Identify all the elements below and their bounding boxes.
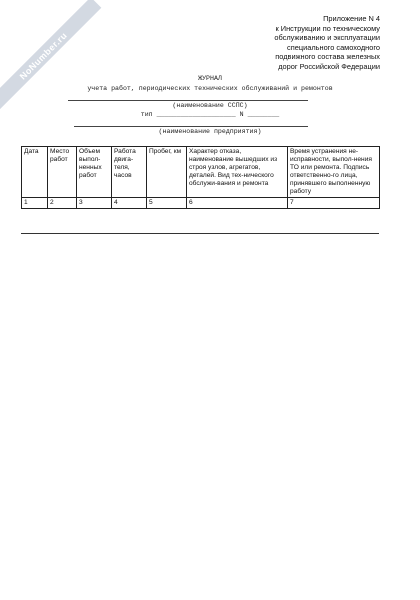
enterprise-caption: (наименование предприятия)	[158, 128, 262, 135]
footnote-rule	[21, 233, 379, 234]
enterprise-name-line	[74, 126, 308, 127]
type-number-line: тип ____________________ N ________	[140, 111, 280, 118]
journal-table	[21, 146, 380, 209]
sspc-caption: (наименование ССПС)	[172, 102, 248, 109]
watermark-text: NoNumber.ru	[17, 29, 69, 82]
appendix-header	[220, 14, 380, 72]
appendix-line: обслуживанию и эксплуатации	[274, 33, 380, 43]
header-cell: Время устранения не-исправности, выпол-нения ТО или ремонта. Подпись ответственно-го лица, принявшего выполненную работу	[288, 147, 380, 198]
header-cell: Характер отказа, наименование вышедших из строя узлов, агрегатов, деталей. Вид тех-нического обслужи-вания и ремонта	[187, 147, 288, 198]
appendix-line: к Инструкции по техническому	[275, 23, 380, 33]
column-number-cell: 1	[22, 198, 48, 209]
appendix-line: специального самоходного	[287, 42, 380, 52]
header-cell: Объем выпол-ненных работ	[77, 147, 112, 198]
column-number-row	[22, 198, 380, 209]
journal-subtitle: учета работ, периодических технических обслуживаний и ремонтов	[87, 85, 333, 92]
watermark-ribbon	[0, 0, 101, 114]
column-number-cell: 4	[112, 198, 147, 209]
appendix-line: подвижного состава железных	[275, 52, 380, 62]
column-number-cell: 5	[147, 198, 187, 209]
header-cell: Место работ	[48, 147, 77, 198]
column-number-cell: 7	[288, 198, 380, 209]
header-cell: Работа двига-теля, часов	[112, 147, 147, 198]
table-header-row	[22, 147, 380, 198]
journal-title: ЖУРНАЛ	[198, 75, 222, 82]
sspc-name-line	[68, 100, 308, 101]
header-cell: Пробег, км	[147, 147, 187, 198]
header-cell: Дата	[22, 147, 48, 198]
column-number-cell: 2	[48, 198, 77, 209]
column-number-cell: 3	[77, 198, 112, 209]
appendix-line: дорог Российской Федерации	[278, 61, 380, 71]
appendix-line: Приложение N 4	[323, 14, 380, 23]
column-number-cell: 6	[187, 198, 288, 209]
